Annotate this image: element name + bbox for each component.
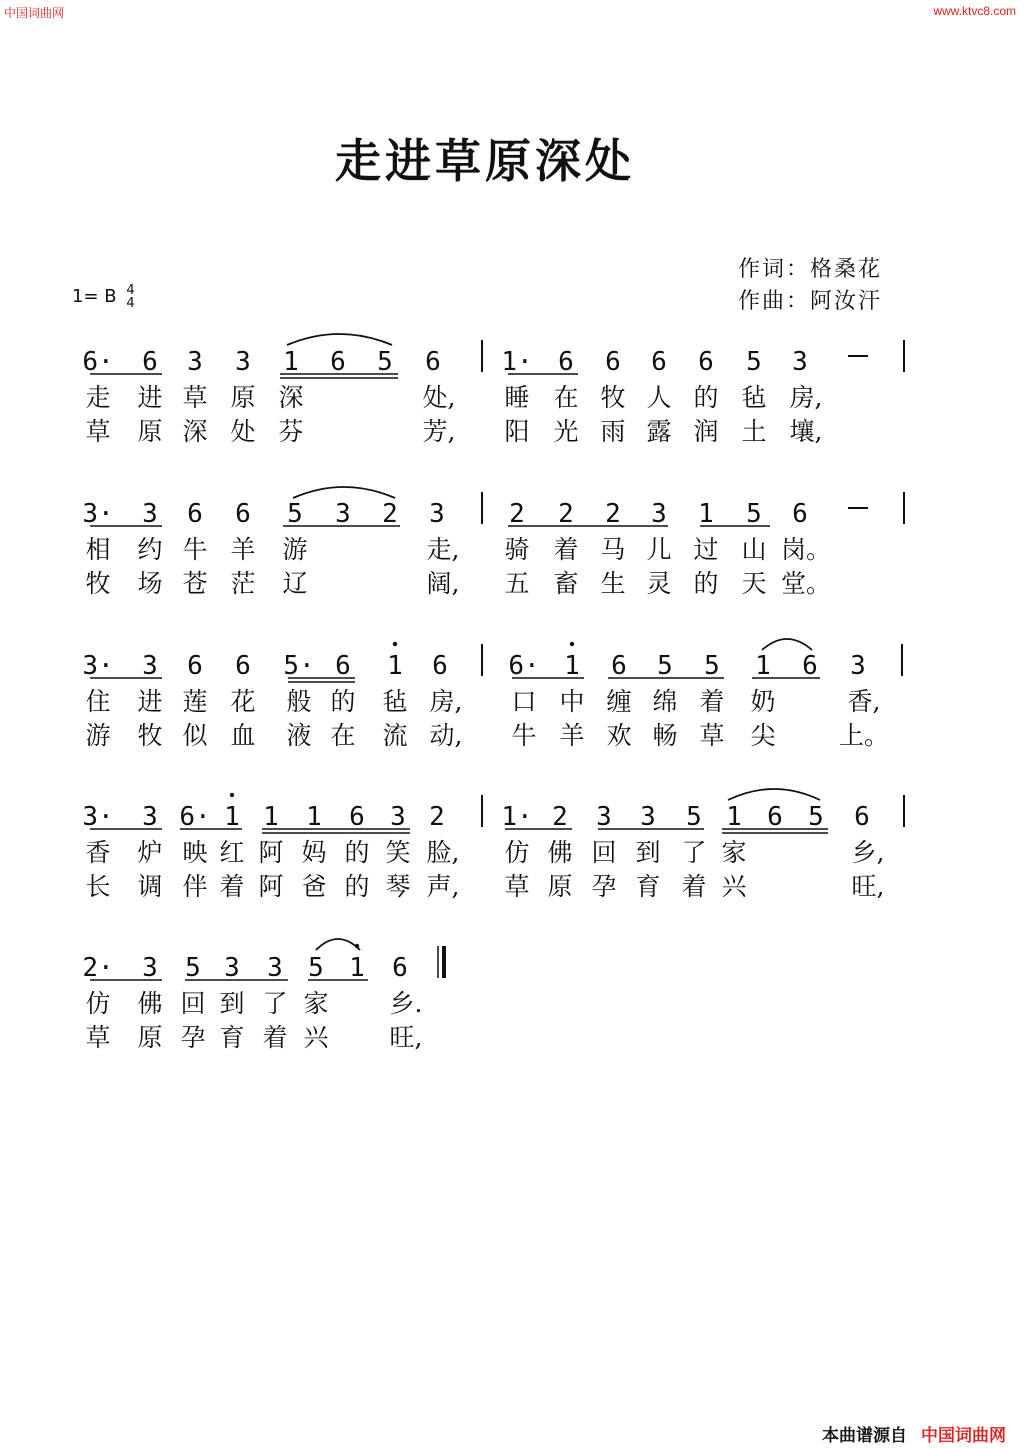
lyric-2-0-0: 住 (85, 687, 111, 716)
lyric-4-1-7: 旺, (389, 1023, 423, 1052)
lyric-0-1-3: 处 (230, 417, 256, 446)
lyric-0-1-9: 阳 (504, 417, 530, 446)
note-1-1: 3 (142, 499, 158, 529)
note-3-14: 5 (686, 802, 702, 832)
lyric-0-0-4: 深 (278, 383, 304, 412)
lyric-2-1-12: 畅 (652, 721, 678, 750)
lyric-1-1-15: 堂。 (780, 569, 832, 598)
note-1-6: 2 (382, 499, 398, 529)
lyric-1-0-3: 羊 (230, 535, 256, 564)
lyric-3-1-12: 孕 (591, 872, 617, 901)
lyric-2-0-6: 毡 (382, 687, 408, 716)
lyric-0-1-7: 芳, (422, 417, 456, 446)
lyric-3-1-8: 声, (426, 872, 460, 901)
lyric-4-0-2: 回 (180, 989, 206, 1018)
key-label: 1= B (72, 286, 117, 307)
lyric-0-0-12: 人 (646, 383, 672, 412)
lyric-3-1-6: 的 (344, 872, 370, 901)
note-3-13: 3 (640, 802, 656, 832)
lyricist-credit: 作词：格桑花 (738, 257, 883, 282)
note-4-3: 3 (224, 953, 240, 983)
lyric-1-0-0: 相 (85, 535, 111, 564)
lyric-0-0-2: 草 (182, 383, 208, 412)
lyric-2-1-4: 液 (286, 721, 312, 750)
note-3-12: 3 (596, 802, 612, 832)
time-top: 4 (126, 283, 135, 298)
lyric-4-0-1: 佛 (137, 989, 163, 1018)
note-0-12: 6 (651, 347, 667, 377)
lyric-3-1-10: 草 (504, 872, 530, 901)
note-3-3: 1 (224, 802, 240, 832)
lyric-2-1-6: 流 (382, 721, 408, 750)
lyric-3-1-15: 兴 (721, 872, 747, 901)
time-bottom: 4 (126, 296, 135, 311)
lyric-3-1-13: 育 (635, 872, 661, 901)
lyric-3-0-18: 乡, (851, 838, 885, 867)
note-2-2: 6 (187, 651, 203, 681)
note-3-8: 2 (429, 802, 445, 832)
lyric-3-0-12: 回 (591, 838, 617, 867)
lyric-2-0-2: 莲 (182, 687, 208, 716)
note-2-0: 3· (82, 651, 114, 681)
note-3-17: 5 (808, 802, 824, 832)
note-1-11: 2 (605, 499, 621, 529)
note-0-0: 6· (82, 347, 114, 377)
lyric-0-0-11: 牧 (600, 383, 626, 412)
lyric-1-0-13: 过 (693, 535, 719, 564)
note-4-0: 2· (82, 953, 114, 983)
note-3-7: 3 (390, 802, 406, 832)
lyric-3-0-0: 香 (85, 838, 111, 867)
lyric-1-1-4: 辽 (282, 569, 308, 598)
lyric-0-1-1: 原 (137, 417, 163, 446)
lyric-3-1-5: 爸 (301, 872, 327, 901)
note-0-6: 5 (377, 347, 393, 377)
lyric-0-1-12: 露 (646, 417, 672, 446)
lyric-1-1-13: 的 (693, 569, 719, 598)
lyric-2-0-12: 绵 (652, 687, 678, 716)
lyric-2-0-7: 房, (429, 687, 463, 716)
lyric-0-0-14: 毡 (741, 383, 767, 412)
lyric-3-0-6: 的 (344, 838, 370, 867)
lyric-3-1-1: 调 (137, 872, 163, 901)
lyric-2-0-11: 缠 (606, 687, 632, 716)
note-3-16: 6 (767, 802, 783, 832)
lyric-1-0-11: 马 (600, 535, 626, 564)
footer (822, 1421, 1006, 1446)
lyric-0-0-9: 睡 (504, 383, 530, 412)
lyric-1-1-7: 阔, (426, 569, 460, 598)
note-2-15: 6 (802, 651, 818, 681)
note-0-4: 1 (283, 347, 299, 377)
lyric-2-0-9: 口 (511, 687, 537, 716)
footer-source: 本曲谱源自 (822, 1426, 907, 1446)
watermark-left: 中国词曲网 (4, 6, 65, 20)
lyric-3-1-3: 着 (219, 872, 245, 901)
lyric-1-0-4: 游 (282, 535, 308, 564)
note-3-10: 1· (501, 802, 533, 832)
note-1-13: 1 (698, 499, 714, 529)
note-0-5: 6 (330, 347, 346, 377)
note-0-3: 3 (235, 347, 251, 377)
note-4-1: 3 (142, 953, 158, 983)
lyric-4-1-4: 着 (262, 1023, 288, 1052)
lyric-1-0-9: 骑 (504, 535, 530, 564)
note-3-4: 1 (263, 802, 279, 832)
lyric-0-0-3: 原 (230, 383, 256, 412)
lyric-2-1-7: 动, (429, 721, 463, 750)
lyric-0-1-11: 雨 (600, 417, 626, 446)
lyric-3-0-7: 笑 (385, 838, 411, 867)
lyric-1-0-2: 牛 (182, 535, 208, 564)
lyric-3-0-8: 脸, (426, 838, 460, 867)
lyric-4-1-5: 兴 (303, 1023, 329, 1052)
slur (316, 939, 360, 950)
lyric-4-0-7: 乡. (389, 989, 423, 1018)
lyric-4-0-5: 家 (303, 989, 329, 1018)
note-3-2: 6· (179, 802, 211, 832)
lyric-3-0-2: 映 (182, 838, 208, 867)
lyric-1-0-14: 山 (741, 535, 767, 564)
note-4-6: 1 (349, 953, 365, 983)
lyric-2-0-14: 奶 (750, 687, 776, 716)
note-1-10: 2 (558, 499, 574, 529)
lyric-4-0-0: 仿 (85, 989, 111, 1018)
note-3-18: 6 (854, 802, 870, 832)
slur (287, 334, 392, 345)
note-4-2: 5 (185, 953, 201, 983)
lyric-2-0-16: 香, (847, 687, 881, 716)
note-4-7: 6 (392, 953, 408, 983)
lyric-3-0-10: 仿 (504, 838, 530, 867)
lyric-4-0-3: 到 (219, 989, 245, 1018)
lyric-1-1-0: 牧 (85, 569, 111, 598)
lyric-3-0-14: 了 (681, 838, 707, 867)
note-3-15: 1 (726, 802, 742, 832)
composer-credit: 作曲：阿汝汗 (738, 289, 883, 314)
slur (728, 789, 820, 800)
note-1-5: 3 (335, 499, 351, 529)
note-4-4: 3 (267, 953, 283, 983)
slur (762, 639, 812, 650)
lyric-2-0-4: 般 (286, 687, 312, 716)
lyric-0-0-1: 进 (137, 383, 163, 412)
note-1-14: 5 (746, 499, 762, 529)
lyric-0-1-13: 润 (693, 417, 719, 446)
lyric-3-0-15: 家 (721, 838, 747, 867)
lyric-2-1-16: 上。 (838, 721, 890, 750)
lyric-0-1-14: 土 (741, 417, 767, 446)
lyric-2-1-11: 欢 (606, 721, 632, 750)
lyric-3-1-4: 阿 (258, 872, 284, 901)
lyric-2-1-14: 尖 (750, 721, 776, 750)
lyric-3-0-13: 到 (635, 838, 661, 867)
note-1-3: 6 (235, 499, 251, 529)
lyric-2-0-1: 进 (137, 687, 163, 716)
note-1-7: 3 (429, 499, 445, 529)
lyric-0-0-0: 走 (85, 383, 111, 412)
note-2-7: 6 (432, 651, 448, 681)
note-3-11: 2 (552, 802, 568, 832)
lyric-0-1-15: 壤, (789, 417, 823, 446)
note-1-9: 2 (509, 499, 525, 529)
lyric-3-0-4: 阿 (258, 838, 284, 867)
lyric-3-1-14: 着 (681, 872, 707, 901)
note-1-0: 3· (82, 499, 114, 529)
note-2-16: 3 (850, 651, 866, 681)
lyric-1-1-9: 五 (504, 569, 530, 598)
note-2-13: 5 (704, 651, 720, 681)
lyric-4-1-3: 育 (219, 1023, 245, 1052)
lyric-3-0-3: 红 (219, 838, 245, 867)
lyric-4-0-4: 了 (262, 989, 288, 1018)
note-2-3: 6 (235, 651, 251, 681)
lyric-4-1-0: 草 (85, 1023, 111, 1052)
note-2-1: 3 (142, 651, 158, 681)
note-2-9: 6· (508, 651, 540, 681)
lyric-2-1-0: 游 (85, 721, 111, 750)
lyric-1-0-15: 岗。 (780, 535, 832, 564)
lyric-3-1-2: 伴 (182, 872, 208, 901)
lyric-2-1-10: 羊 (559, 721, 585, 750)
note-2-5: 6 (335, 651, 351, 681)
lyric-1-0-1: 约 (137, 535, 163, 564)
lyric-0-1-10: 光 (553, 417, 579, 446)
lyric-1-1-11: 生 (600, 569, 626, 598)
lyric-1-1-14: 天 (741, 569, 767, 598)
note-0-10: 6 (558, 347, 574, 377)
note-0-11: 6 (605, 347, 621, 377)
lyric-2-1-3: 血 (230, 721, 256, 750)
lyric-2-0-10: 中 (559, 687, 585, 716)
note-1-15: 6 (792, 499, 808, 529)
lyric-3-0-5: 妈 (301, 838, 327, 867)
lyric-0-0-13: 的 (693, 383, 719, 412)
lyric-4-1-1: 原 (137, 1023, 163, 1052)
lyric-3-0-1: 炉 (137, 838, 163, 867)
note-1-12: 3 (651, 499, 667, 529)
note-0-9: 1· (501, 347, 533, 377)
note-0-14: 5 (746, 347, 762, 377)
footer-site: 中国词曲网 (921, 1426, 1006, 1446)
lyric-1-0-10: 着 (553, 535, 579, 564)
note-3-6: 6 (349, 802, 365, 832)
note-4-5: 5 (308, 953, 324, 983)
lyric-3-1-7: 琴 (385, 872, 411, 901)
note-0-7: 6 (425, 347, 441, 377)
lyric-3-1-0: 长 (85, 872, 111, 901)
lyric-1-1-1: 场 (137, 569, 163, 598)
lyric-2-1-1: 牧 (137, 721, 163, 750)
lyric-0-1-0: 草 (85, 417, 111, 446)
lyric-4-1-2: 孕 (180, 1023, 206, 1052)
note-2-12: 5 (657, 651, 673, 681)
note-3-5: 1 (306, 802, 322, 832)
note-2-14: 1 (755, 651, 771, 681)
lyric-2-1-13: 草 (699, 721, 725, 750)
lyric-1-1-2: 苍 (182, 569, 208, 598)
watermark-right: www.ktvc8.com (933, 4, 1016, 18)
song-title: 走进草原深处 (335, 134, 635, 188)
lyric-1-0-12: 儿 (646, 535, 672, 564)
lyric-0-1-2: 深 (182, 417, 208, 446)
lyric-2-1-9: 牛 (511, 721, 537, 750)
lyric-3-1-11: 原 (547, 872, 573, 901)
lyric-2-1-2: 似 (182, 721, 208, 750)
high-dot (570, 642, 574, 646)
note-3-0: 3· (82, 802, 114, 832)
lyric-2-0-3: 花 (230, 687, 256, 716)
lyric-0-0-7: 处, (422, 383, 456, 412)
lyric-1-1-3: 茫 (230, 569, 256, 598)
note-0-13: 6 (698, 347, 714, 377)
note-2-4: 5· (283, 651, 315, 681)
high-dot (230, 793, 234, 797)
note-0-1: 6 (142, 347, 158, 377)
note-2-10: 1 (564, 651, 580, 681)
lyric-2-0-13: 着 (699, 687, 725, 716)
slur (293, 487, 395, 498)
lyric-0-0-15: 房, (789, 383, 823, 412)
lyric-2-1-5: 在 (330, 721, 356, 750)
note-3-1: 3 (142, 802, 158, 832)
note-1-4: 5 (287, 499, 303, 529)
lyric-3-0-11: 佛 (547, 838, 573, 867)
note-0-2: 3 (187, 347, 203, 377)
lyric-3-1-18: 旺, (851, 872, 885, 901)
note-0-15: 3 (792, 347, 808, 377)
lyric-0-0-10: 在 (553, 383, 579, 412)
lyric-1-1-10: 畜 (553, 569, 579, 598)
note-1-2: 6 (187, 499, 203, 529)
lyric-1-0-7: 走, (426, 535, 460, 564)
lyric-0-1-4: 芬 (278, 417, 304, 446)
lyric-1-1-12: 灵 (646, 569, 672, 598)
lyric-2-0-5: 的 (330, 687, 356, 716)
note-2-6: 1 (387, 651, 403, 681)
note-2-11: 6 (611, 651, 627, 681)
high-dot (393, 642, 397, 646)
